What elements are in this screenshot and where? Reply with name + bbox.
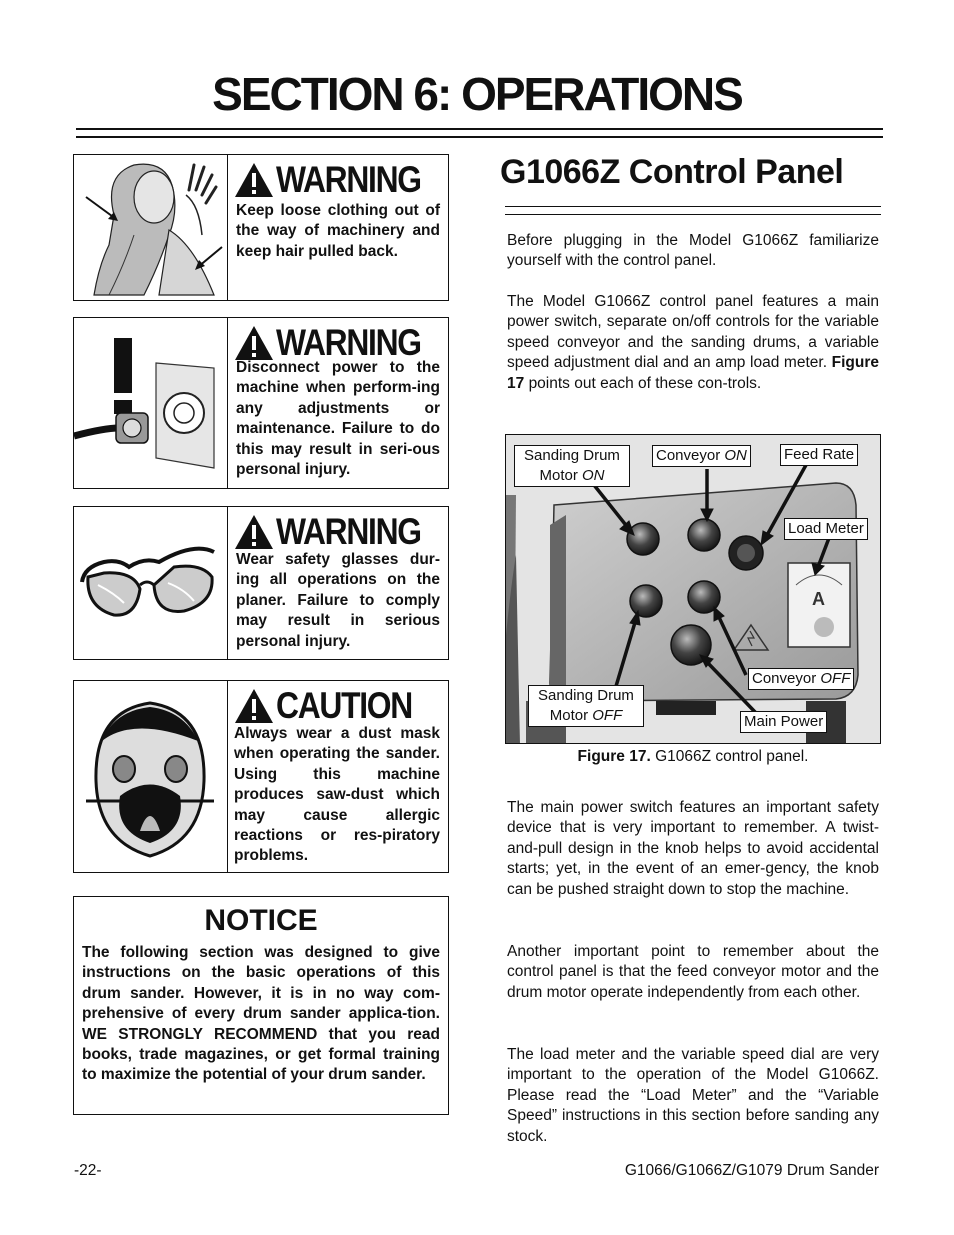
warning-triangle-icon: [234, 688, 274, 724]
warning-label: WARNING: [276, 159, 421, 200]
warning-triangle-icon: [234, 162, 274, 198]
callout-sanding-drum-on: Sanding Drum Motor ON: [514, 445, 630, 487]
dust-mask-image: [74, 681, 228, 872]
notice-text: The following section was designed to give instructions on the basic operations of this drum sander. However, it is in no way com-prehensive of every drum sander applica-tion. WE STRONGLY RECOMMEND that you read books, trade magazines, or get formal training to maximize the potential of your drum sander.: [82, 944, 440, 1084]
figure-caption: [505, 747, 881, 767]
callout-main-power: Main Power: [740, 711, 827, 733]
footer-product: G1066/G1066Z/G1079 Drum Sander: [624, 1162, 879, 1179]
notice-box: [73, 896, 449, 1115]
callout-conveyor-off: Conveyor OFF: [748, 668, 854, 690]
warning-header: [234, 160, 444, 200]
section-title: SECTION 6: OPERATIONS: [212, 68, 742, 120]
heading-rule-top: [505, 206, 881, 207]
figure-reference: Figure 17: [507, 354, 879, 392]
warning-box-glasses: [73, 506, 449, 660]
caption-label: Figure 17.: [577, 748, 651, 765]
warning-triangle-icon: [234, 325, 274, 361]
warning-text: Wear safety glasses dur-ing all operations on the planer. Failure to comply may result in serious personal injury.: [236, 551, 440, 650]
control-panel-figure: [505, 434, 881, 744]
heading-rule-bottom: [505, 214, 881, 215]
warning-triangle-icon: [234, 514, 274, 550]
warning-label: WARNING: [276, 322, 421, 363]
callout-load-meter: Load Meter: [784, 518, 868, 540]
warning-box-hair: [73, 154, 449, 301]
features-text-end: points out each of these con-trols.: [528, 374, 762, 392]
title-rule-bottom: [76, 136, 883, 138]
main-power-paragraph: The main power switch features an important safety device that is very important to remember. A twist-and-pull design in the knob helps to avoid accidental starts; yet, in the event of an emer-gency, the knob can be pushed straight down to stop the machine.: [507, 799, 879, 898]
power-plug-image: [74, 318, 228, 488]
warning-text: Keep loose clothing out of the way of machinery and keep hair pulled back.: [236, 202, 440, 260]
page-number: -22-: [74, 1162, 102, 1179]
features-paragraph: [507, 292, 879, 394]
caution-header: [234, 686, 434, 726]
warning-label: WARNING: [276, 511, 421, 552]
independent-motors-paragraph: Another important point to remember about the control panel is that the feed conveyor motor and the drum motor operate independently from each other.: [507, 943, 879, 1001]
callout-feed-rate: Feed Rate: [780, 444, 858, 466]
warning-box-disconnect: [73, 317, 449, 489]
title-rule-top: [76, 128, 883, 130]
svg-text:A: A: [812, 589, 825, 609]
caption-text: G1066Z control panel.: [655, 748, 809, 765]
load-meter-paragraph: The load meter and the variable speed dial are very important to the operation of the Model G1066Z. Please read the “Load Meter” and the “Variable Speed” instructions in this section before sanding any stock.: [507, 1046, 879, 1145]
warning-header: [234, 512, 444, 552]
features-text: The Model G1066Z control panel features a main power switch, separate on/off controls for the variable speed conveyor and the sanding drums, a variable speed adjustment dial and an amp load meter.: [507, 293, 879, 372]
caution-label: CAUTION: [276, 685, 412, 726]
hair-clothing-image: [74, 155, 228, 300]
caution-box-dust-mask: [73, 680, 449, 873]
control-panel-heading: G1066Z Control Panel: [500, 153, 844, 191]
intro-paragraph: Before plugging in the Model G1066Z familiarize yourself with the control panel.: [507, 232, 879, 270]
caution-text: Always wear a dust mask when operating the sander. Using this machine produces saw-dust which may cause allergic reactions or res-piratory problems.: [234, 725, 440, 865]
callout-conveyor-on: Conveyor ON: [652, 445, 751, 467]
warning-text: Disconnect power to the machine when perform-ing any adjustments or maintenance. Failure to do this may result in seri-ous personal injury.: [236, 359, 440, 479]
warning-header: [234, 323, 444, 363]
notice-title: NOTICE: [204, 904, 318, 937]
safety-glasses-image: [74, 507, 228, 659]
callout-sanding-drum-off: Sanding Drum Motor OFF: [528, 685, 644, 727]
